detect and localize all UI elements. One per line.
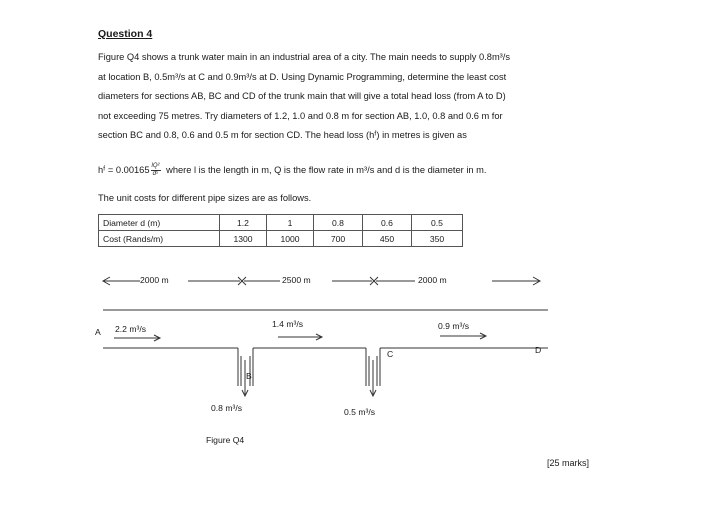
paragraph-line: diameters for sections AB, BC and CD of the trunk main that will give a total head loss (from A to D) bbox=[98, 91, 506, 102]
table-row-label: Cost (Rands/m) bbox=[99, 231, 220, 247]
table-cell: 1300 bbox=[220, 231, 267, 247]
point-c-label: C bbox=[387, 349, 394, 359]
table-cell: 450 bbox=[363, 231, 412, 247]
flow-cd-label: 0.9 m³/s bbox=[438, 321, 470, 331]
table-cell: 700 bbox=[314, 231, 363, 247]
table-cell: 0.5 bbox=[412, 215, 463, 231]
point-a-label: A bbox=[95, 327, 101, 337]
table-cell: 1.2 bbox=[220, 215, 267, 231]
formula-denominator: d⁵ bbox=[152, 171, 159, 177]
marks-label: [25 marks] bbox=[547, 458, 590, 468]
costs-intro: The unit costs for different pipe sizes are as follows. bbox=[98, 193, 312, 203]
draw-b-label: 0.8 m³/s bbox=[211, 403, 243, 413]
paragraph-line: not exceeding 75 metres. Try diameters of 1.2, 1.0 and 0.8 m for section AB, 1.0, 0.8 and 0.6 m for bbox=[98, 110, 503, 121]
draw-c-label: 0.5 m³/s bbox=[344, 407, 376, 417]
point-b-label: B bbox=[246, 371, 252, 381]
table-cell: 1000 bbox=[267, 231, 314, 247]
paragraph-line: section BC and 0.8, 0.6 and 0.5 m for section CD. The head loss (hᶠ) in metres is given as bbox=[98, 130, 467, 141]
formula-numerator: lQ² bbox=[151, 163, 160, 169]
paragraph-line: at location B, 0.5m³/s at C and 0.9m³/s at D. Using Dynamic Programming, determine the least cost bbox=[98, 71, 507, 82]
table-cell: 1 bbox=[267, 215, 314, 231]
length-cd-label: 2000 m bbox=[418, 275, 447, 285]
figure-caption: Figure Q4 bbox=[206, 435, 245, 445]
table-cell: 0.6 bbox=[363, 215, 412, 231]
formula-lhs: hᶠ = 0.00165 bbox=[98, 164, 150, 175]
length-ab-label: 2000 m bbox=[140, 275, 169, 285]
table-cell: 0.8 bbox=[314, 215, 363, 231]
flow-in-a-label: 2.2 m³/s bbox=[115, 324, 147, 334]
question-heading: Question 4 bbox=[98, 28, 153, 40]
formula-description: where l is the length in m, Q is the flow rate in m³/s and d is the diameter in m. bbox=[166, 164, 487, 175]
length-bc-label: 2500 m bbox=[282, 275, 311, 285]
table-row-label: Diameter d (m) bbox=[99, 215, 220, 231]
point-d-label: D bbox=[535, 345, 542, 355]
flow-bc-label: 1.4 m³/s bbox=[272, 319, 304, 329]
table-cell: 350 bbox=[412, 231, 463, 247]
paragraph-line: Figure Q4 shows a trunk water main in an industrial area of a city. The main needs to supply 0.8m³/s bbox=[98, 52, 511, 62]
